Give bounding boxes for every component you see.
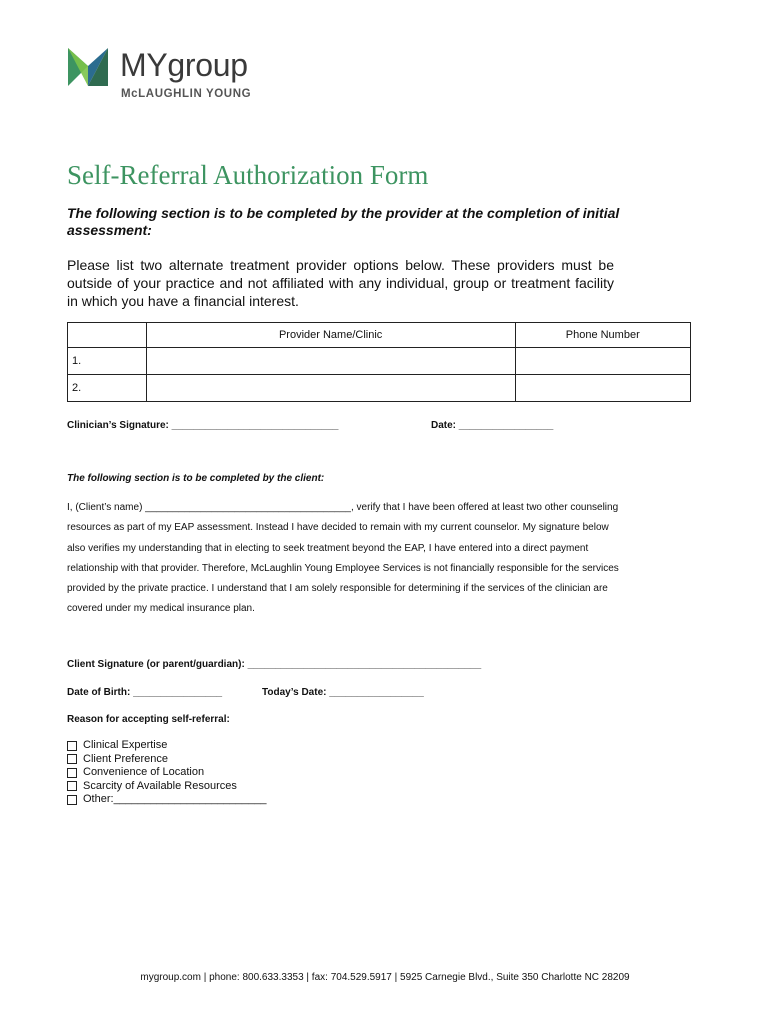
reason-heading: Reason for accepting self-referral: <box>67 714 230 725</box>
reason-label: Clinical Expertise <box>83 739 168 751</box>
table-row <box>68 348 691 375</box>
checkbox[interactable] <box>67 795 77 805</box>
header-number <box>68 323 147 348</box>
reason-label: Convenience of Location <box>83 766 205 778</box>
reason-label: Scarcity of Available Resources <box>83 779 237 792</box>
client-signature-field[interactable]: Client Signature (or parent/guardian): __________________________________________ <box>67 659 482 670</box>
checkbox[interactable] <box>67 754 77 764</box>
reason-label: Other:_________________________ <box>83 793 267 805</box>
clinician-date-field[interactable]: Date: _________________ <box>431 420 554 431</box>
provider-table-header <box>68 323 691 348</box>
logo-subtitle: McLAUGHLIN YOUNG <box>121 88 252 100</box>
reason-label: Client Preference <box>83 752 168 765</box>
provider-section-heading: The following section is to be completed by the provider at the completion of initial assessment: <box>67 205 620 238</box>
date-of-birth-field[interactable]: Date of Birth: ________________ <box>67 687 223 698</box>
phone-number-field[interactable] <box>515 348 690 375</box>
table-row <box>68 375 691 402</box>
phone-number-field[interactable] <box>515 375 690 402</box>
reason-other[interactable] <box>67 793 267 807</box>
reason-clinical-expertise[interactable] <box>67 739 267 753</box>
client-statement: I, (Client’s name) _____________________________________, verify that I have been offered at least two other counseling resources as part of my EAP assessment. Instead I have decided to remain with my current counselor. My signature below also verifies my understanding that in electing to seek treatment beyond the EAP, I have entered into a direct payment relationship with that provider. Therefore, McLaughlin Young Employee Services is not financially responsible for the services provided by the private practice. I understand that I am solely responsible for determining if the services of the clinician are covered under my medical insurance plan. <box>67 502 619 615</box>
provider-table <box>67 322 691 402</box>
reason-checklist <box>67 739 267 807</box>
row-number: 1. <box>68 348 147 375</box>
provider-instructions: Please list two alternate treatment provider options below. These providers must be outside of your practice and not affiliated with any individual, group or treatment facility in which you have a financial interest. <box>67 257 614 309</box>
provider-name-field[interactable] <box>146 348 515 375</box>
form-title: Self-Referral Authorization Form <box>67 160 429 190</box>
row-number: 2. <box>68 375 147 402</box>
header-phone-number: Phone Number <box>515 323 690 348</box>
checkbox[interactable] <box>67 768 77 778</box>
reason-convenience-of-location[interactable] <box>67 766 267 780</box>
todays-date-field[interactable]: Today’s Date: _________________ <box>262 687 424 698</box>
provider-name-field[interactable] <box>146 375 515 402</box>
logo-wordmark: MYgroup <box>120 47 248 83</box>
checkbox[interactable] <box>67 781 77 791</box>
page-footer: mygroup.com | phone: 800.633.3353 | fax: 704.529.5917 | 5925 Carnegie Blvd., Suite 350 Charlotte NC 28209 <box>140 972 630 983</box>
header-provider-name: Provider Name/Clinic <box>146 323 515 348</box>
reason-scarcity-of-resources[interactable] <box>67 780 267 794</box>
mygroup-logo-icon <box>68 48 108 86</box>
reason-client-preference[interactable] <box>67 753 267 767</box>
clinician-signature-field[interactable]: Clinician’s Signature: ______________________________ <box>67 420 339 431</box>
client-section-heading: The following section is to be completed by the client: <box>67 473 325 484</box>
checkbox[interactable] <box>67 741 77 751</box>
